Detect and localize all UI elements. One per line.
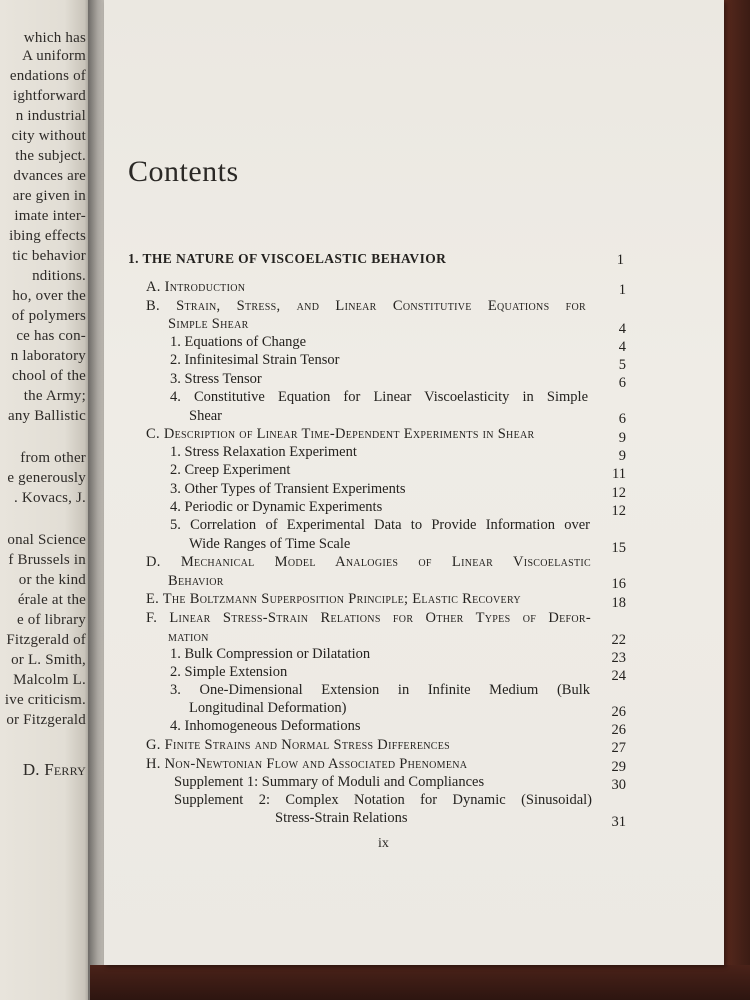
left-page-text-line: e of library <box>16 612 86 628</box>
toc-entry-page-number: 27 <box>611 740 626 756</box>
toc-entry-page-number: 6 <box>618 411 626 427</box>
toc-entry-page-number: 31 <box>611 814 626 830</box>
left-page-text-line: érale at the <box>17 592 86 608</box>
toc-entry-page-number: 4 <box>618 321 626 337</box>
toc-entry-text: Simple Shear <box>168 316 249 332</box>
left-page-text-line: Malcolm L. <box>13 672 86 688</box>
left-page-text-line: or Fitzgerald <box>6 712 86 728</box>
book-cover-edge <box>722 0 750 1000</box>
toc-entry-text: 2. Simple Extension <box>170 664 288 680</box>
toc-entry-text: B. Strain, Stress, and Linear Constitutive Equations for <box>146 298 586 314</box>
toc-entry-page-number: 1 <box>618 282 626 298</box>
toc-entry-text: 3. Other Types of Transient Experiments <box>170 481 406 497</box>
toc-entry-page-number: 5 <box>618 357 626 373</box>
toc-entry-page-number: 29 <box>611 759 626 775</box>
toc-entry-text: 4. Constitutive Equation for Linear Viscoelasticity in Simple <box>170 389 588 405</box>
book-bottom-edge <box>90 965 750 1000</box>
left-page-text-line: tic behavior <box>12 248 86 264</box>
toc-entry-page-number: 30 <box>611 777 626 793</box>
toc-entry-text: 3. Stress Tensor <box>170 371 262 387</box>
left-page-text-line: f Brussels in <box>8 552 86 568</box>
left-page-text-line: or the kind <box>18 572 86 588</box>
toc-entry-page-number: 9 <box>618 448 626 464</box>
toc-entry-page-number: 12 <box>611 485 626 501</box>
left-page-text-line: e generously <box>7 470 86 486</box>
toc-entry-page-number: 4 <box>618 339 626 355</box>
toc-entry-text: Stress-Strain Relations <box>275 810 408 826</box>
toc-entry-text: H. Non-Newtonian Flow and Associated Phenomena <box>146 756 468 772</box>
toc-entry-text: 1. Stress Relaxation Experiment <box>170 444 357 460</box>
left-page-text-line: dvances are <box>13 168 86 184</box>
toc-entry-text: 2. Infinitesimal Strain Tensor <box>170 352 340 368</box>
page-number: ix <box>378 836 389 851</box>
left-page-text-line: n laboratory <box>10 348 86 364</box>
chapter-heading: 1. THE NATURE OF VISCOELASTIC BEHAVIOR <box>128 251 447 266</box>
toc-entry-text: F. Linear Stress-Strain Relations for Other Types of Defor- <box>146 610 591 626</box>
toc-entry-text: Behavior <box>168 573 224 589</box>
left-page-text-line: or L. Smith, <box>11 652 86 668</box>
toc-entry-page-number: 15 <box>611 540 626 556</box>
toc-entry-text: Supplement 2: Complex Notation for Dynamic (Sinusoidal) <box>174 792 592 808</box>
toc-entry-text: 2. Creep Experiment <box>170 462 291 478</box>
toc-entry-page-number: 23 <box>611 650 626 666</box>
toc-entry-text: Supplement 1: Summary of Moduli and Compliances <box>174 774 485 790</box>
toc-entry-page-number: 18 <box>611 595 626 611</box>
left-page-text-line: endations of <box>9 68 86 84</box>
toc-entry-text: 1. Bulk Compression or Dilatation <box>170 646 371 662</box>
left-page-text-line: of polymers <box>11 308 86 324</box>
toc-entry-text: E. The Boltzmann Superposition Principle; Elastic Recovery <box>146 591 521 607</box>
toc-entry-text: A. Introduction <box>146 279 246 295</box>
toc-entry-text: G. Finite Strains and Normal Stress Differences <box>146 737 450 753</box>
toc-entry-text: 3. One-Dimensional Extension in Infinite Medium (Bulk <box>170 682 590 698</box>
toc-entry-text: 4. Periodic or Dynamic Experiments <box>170 499 383 515</box>
left-page-text-line: city without <box>11 128 86 144</box>
left-page-text-line: ightforward <box>12 88 86 104</box>
toc-entry-page-number: 24 <box>611 668 626 684</box>
left-page-text-line: n industrial <box>15 108 86 124</box>
left-page-text-line: the Army; <box>23 388 86 404</box>
left-page-text-line: which has <box>23 30 86 46</box>
toc-entry-text: Shear <box>189 408 223 424</box>
left-page-text-line: Fitzgerald of <box>6 632 86 648</box>
toc-entry-text: C. Description of Linear Time-Dependent Experiments in Shear <box>146 426 535 442</box>
toc-entry-text: 1. Equations of Change <box>170 334 307 350</box>
toc-entry-text: Longitudinal Deformation) <box>189 700 347 716</box>
left-page-text-line: from other <box>20 450 86 466</box>
page-title: Contents <box>128 155 239 188</box>
toc-entry-text: 5. Correlation of Experimental Data to Provide Information over <box>170 517 590 533</box>
toc-entry-text: 4. Inhomogeneous Deformations <box>170 718 361 734</box>
toc-entry-page-number: 12 <box>611 503 626 519</box>
toc-entry-page-number: 16 <box>611 576 626 592</box>
left-page-text-line: A uniform <box>22 48 86 64</box>
toc-entry-text: Wide Ranges of Time Scale <box>189 536 351 552</box>
left-page-text-line: ce has con- <box>16 328 86 344</box>
toc-entry-page-number: 22 <box>611 632 626 648</box>
left-page-text-line: ive criticism. <box>4 692 86 708</box>
toc-entry-page-number: 11 <box>612 466 626 482</box>
left-page-text-line: imate inter- <box>14 208 86 224</box>
toc-entry-page-number: 6 <box>618 375 626 391</box>
left-page <box>0 0 92 1000</box>
toc-entry-page-number: 9 <box>618 430 626 446</box>
toc-entry-text: mation <box>168 629 209 645</box>
left-page-text-line: onal Science <box>7 532 86 548</box>
left-page-text-line: . Kovacs, J. <box>14 490 86 506</box>
left-page-text-line: nditions. <box>32 268 86 284</box>
left-page-text-line: D. Ferry <box>22 760 86 779</box>
toc-entry-page-number: 26 <box>611 704 626 720</box>
left-page-text-line: are given in <box>12 188 86 204</box>
toc-entry-page-number: 26 <box>611 722 626 738</box>
toc-entry-text: D. Mechanical Model Analogies of Linear Viscoelastic <box>146 554 591 570</box>
left-page-text-line: ho, over the <box>12 288 86 304</box>
left-page-text-line: ibing effects <box>9 228 86 244</box>
left-page-text-line: the subject. <box>15 148 86 164</box>
left-page-text-line: chool of the <box>11 368 86 384</box>
chapter-page-number: 1 <box>616 252 624 268</box>
left-page-text-line: any Ballistic <box>7 408 86 424</box>
